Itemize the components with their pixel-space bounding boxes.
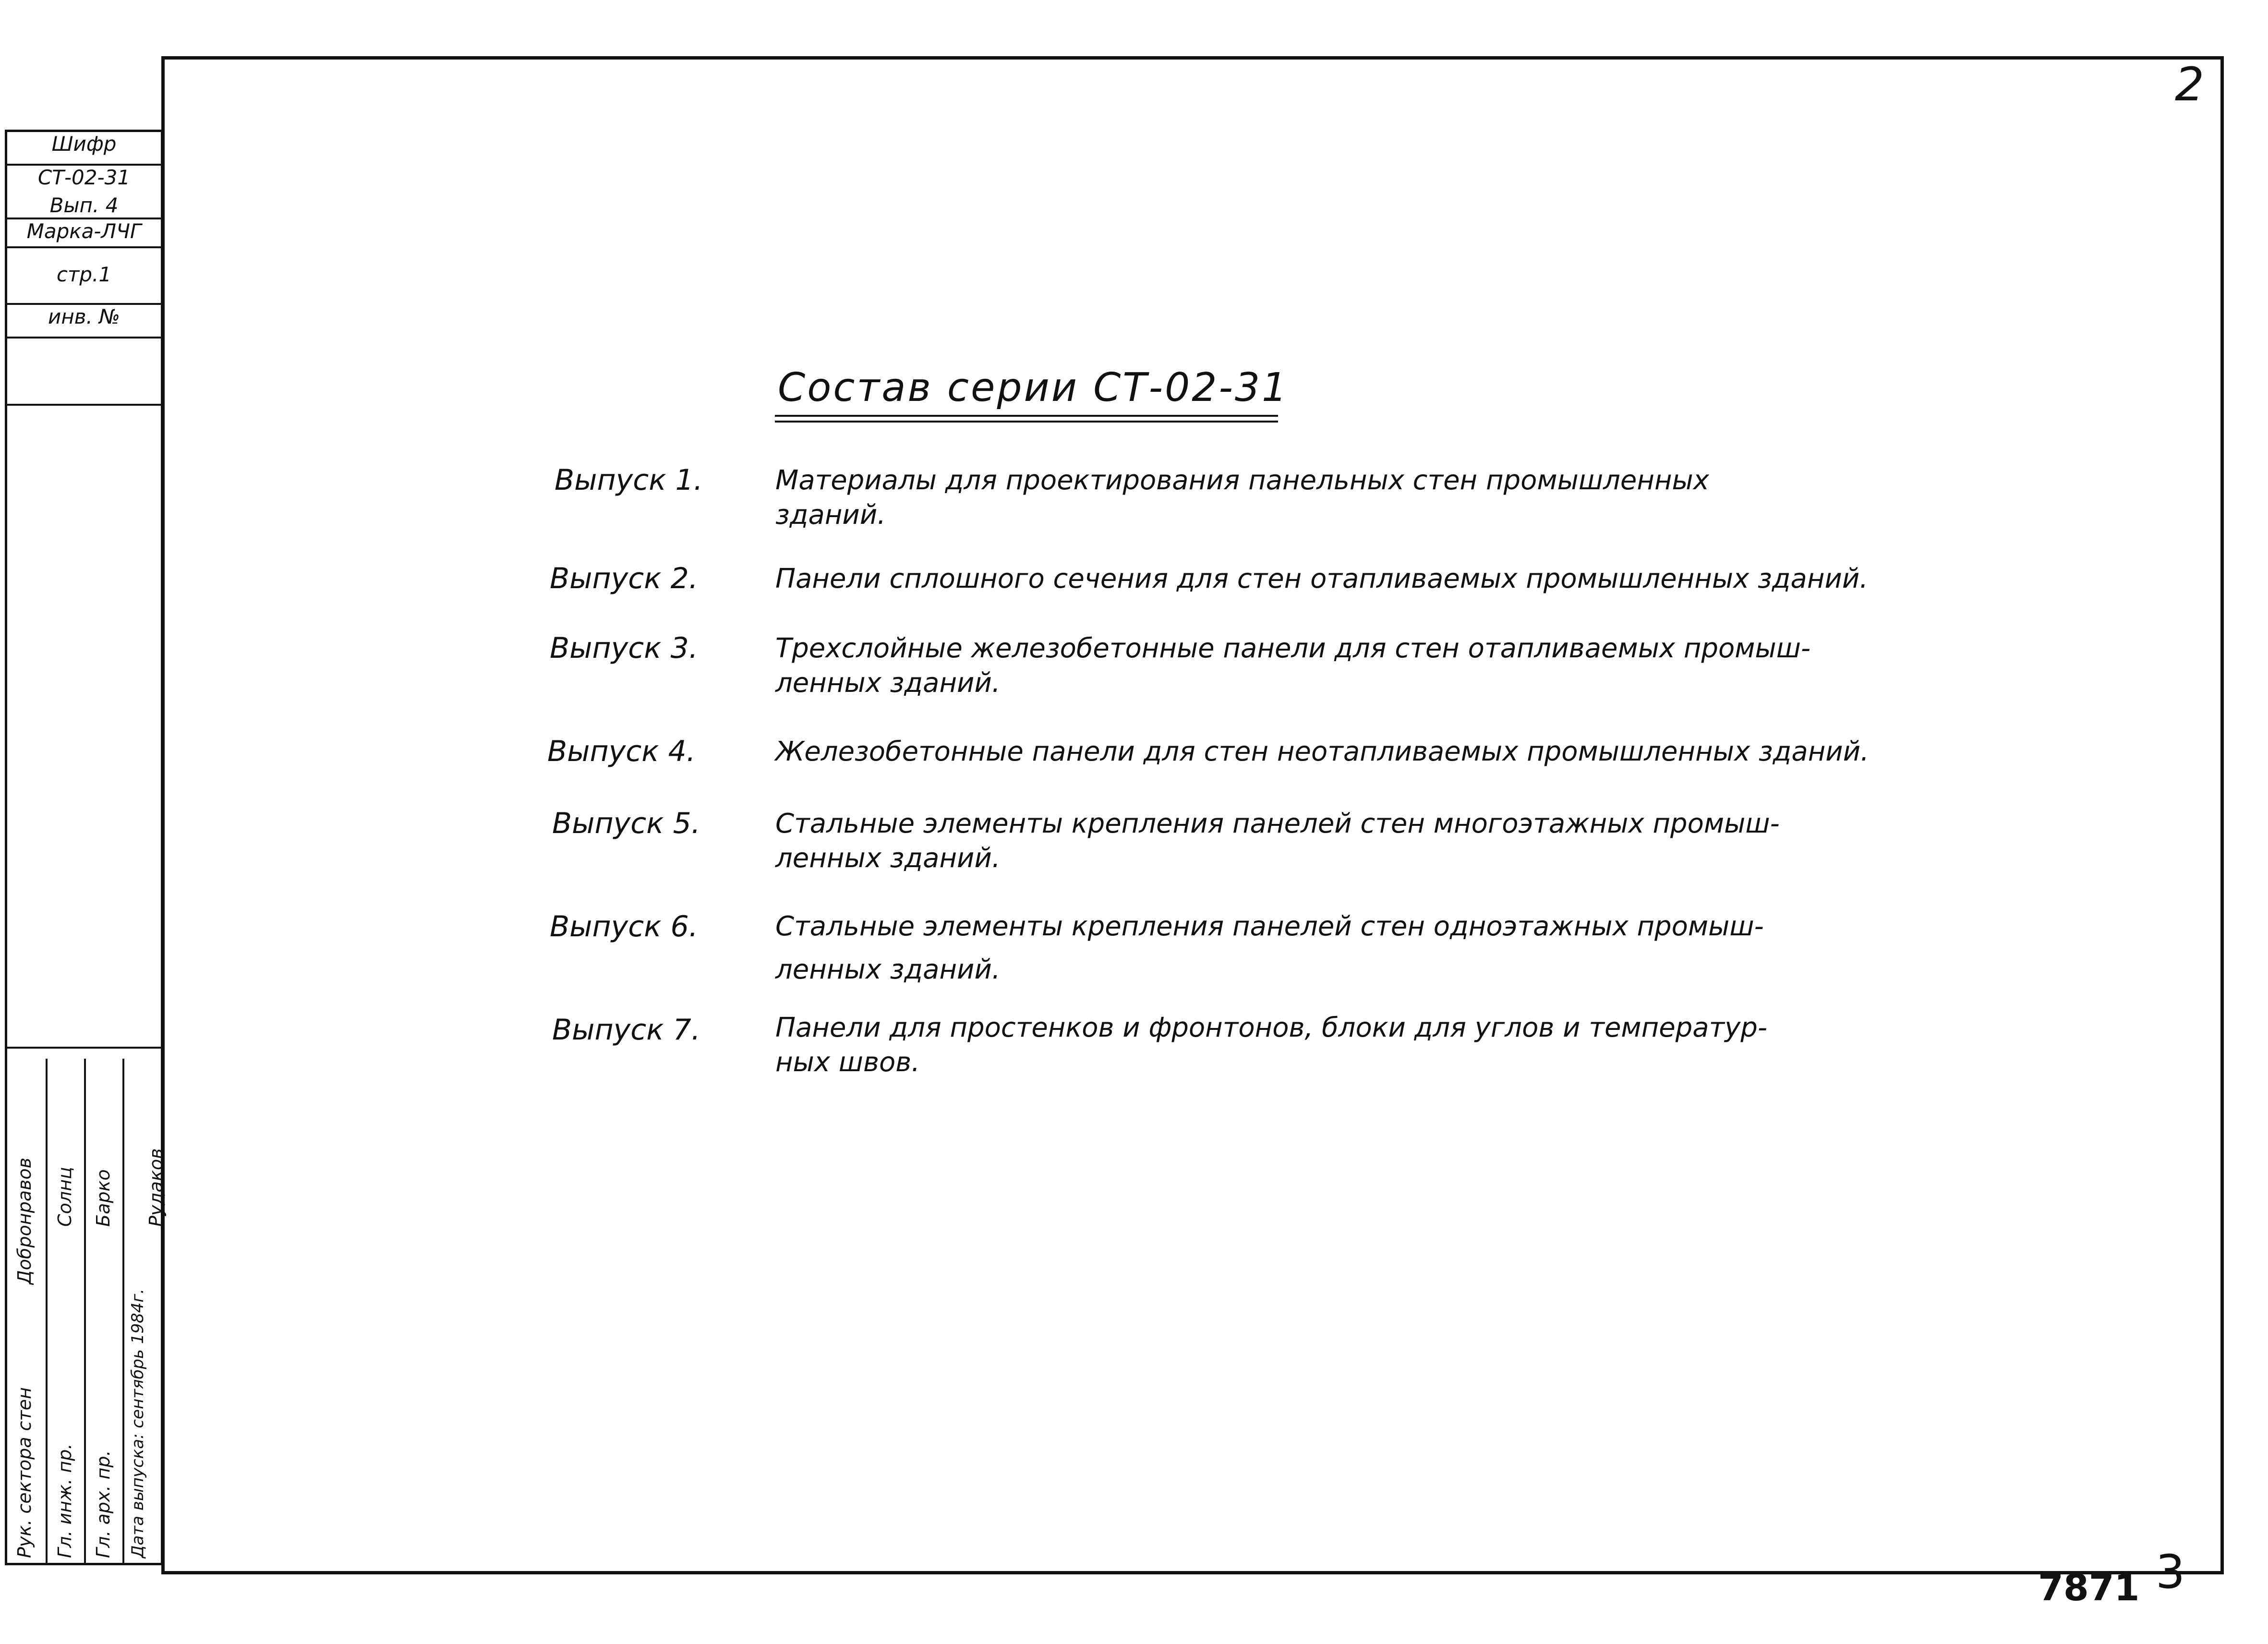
stamp-role-3: Гл. арх. пр. — [93, 1450, 114, 1558]
issue-3-label: Выпуск 3. — [550, 631, 698, 665]
stamp-mark: Марка-ЛЧГ — [7, 219, 161, 248]
stamp-col-1 — [7, 1059, 46, 1563]
stamp-cipher: Шифр — [7, 132, 161, 166]
title-underline — [775, 415, 1278, 417]
stamp-col-3 — [84, 1059, 122, 1563]
stamp-issue: Вып. 4 — [7, 193, 161, 219]
issue-1-label: Выпуск 1. — [555, 463, 703, 497]
corner-mark: 2 — [2175, 58, 2205, 111]
stamp-divider — [7, 1047, 161, 1049]
issue-7-desc: Панели для простенков и фронтонов, блоки для углов и температур- ных швов. — [775, 1012, 1768, 1078]
stamp-empty — [7, 338, 161, 406]
stamp-role-1: Рук. сектора стен — [14, 1387, 35, 1558]
stamp-inventory: инв. № — [7, 305, 161, 338]
page-title: Состав серии СТ-02-31 — [778, 365, 1289, 411]
stamp-name-2: Солнц — [54, 1167, 75, 1227]
stamp-series: СТ-02-31 — [37, 166, 131, 189]
issue-5-desc: Стальные элементы крепления панелей стен многоэтажных промыш- ленных зданий. — [775, 808, 1780, 874]
side-stamp — [5, 130, 167, 1565]
issue-5-label: Выпуск 5. — [552, 807, 700, 840]
issue-7-label: Выпуск 7. — [552, 1013, 700, 1047]
archive-number: 7871 — [2038, 1566, 2140, 1609]
stamp-name-3: Барко — [93, 1169, 114, 1227]
issue-1-desc: Материалы для проектирования панельных стен промышленных зданий. — [775, 465, 1709, 531]
stamp-date: Дата выпуска: сентябрь 1984г. — [128, 1288, 147, 1558]
issue-4-desc: Железобетонные панели для стен неотапливаемых промышленных зданий. — [775, 736, 1869, 767]
stamp-name-4: Рудаков — [145, 1148, 167, 1227]
issue-6-desc: Стальные элементы крепления панелей стен одноэтажных промыш- ленных зданий. — [775, 911, 1764, 985]
issue-6-label: Выпуск 6. — [550, 910, 698, 943]
stamp-col-4 — [122, 1059, 167, 1563]
stamp-page: стр.1 — [7, 248, 161, 305]
issue-2-desc: Панели сплошного сечения для стен отапливаемых промышленных зданий. — [775, 563, 1869, 594]
sheet-number: 3 — [2156, 1545, 2185, 1599]
stamp-col-2 — [46, 1059, 84, 1563]
issue-4-label: Выпуск 4. — [547, 735, 696, 768]
stamp-role-2: Гл. инж. пр. — [54, 1443, 75, 1558]
title-underline-2 — [775, 421, 1278, 423]
issue-3-desc: Трехслойные железобетонные панели для стен отапливаемых промыш- ленных зданий. — [775, 633, 1811, 699]
issue-2-label: Выпуск 2. — [550, 562, 698, 595]
stamp-name-1: Добронравов — [14, 1157, 35, 1284]
